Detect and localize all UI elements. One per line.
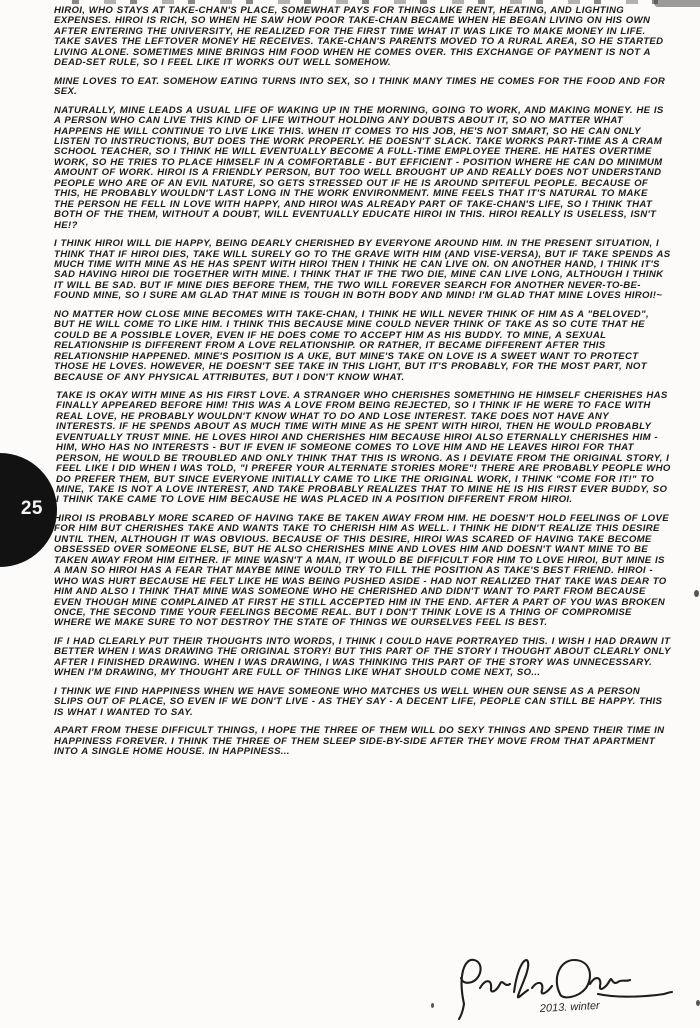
scan-speck: [696, 1000, 700, 1006]
scan-speck: [431, 1003, 434, 1008]
signature-date: 2013. winter: [539, 999, 601, 1015]
afterword-paragraph-9: I THINK WE FIND HAPPINESS WHEN WE HAVE SOMEONE WHO MATCHES US WELL WHEN OUR SENSE AS A PERSON SLIPS OUT OF PLACE, SO EVEN IF WE DON'T LIVE - AS THEY SAY - A DECENT LIFE, PEOPLE CAN STILL BE HAPPY. THIS IS WHAT I WANTED TO SAY.: [54, 685, 663, 718]
signature: [448, 948, 678, 1023]
afterword-paragraph-2: MINE LOVES TO EAT. SOMEHOW EATING TURNS INTO SEX, SO I THINK MANY TIMES HE COMES FOR THE FOOD AND FOR SEX.: [54, 75, 666, 98]
scan-artifact-top-edge: [58, 0, 658, 4]
page-number: 25: [20, 498, 43, 520]
afterword-paragraph-5: NO MATTER HOW CLOSE MINE BECOMES WITH TAKE-CHAN, I THINK HE WILL NEVER THINK OF HIM AS A "BELOVED", BUT HE WILL COME TO LIKE HIM. I THINK THIS BECAUSE MINE COULD NEVER THINK OF TAKE AS SO CUTE THAT HE COULD BE A POSSIBLE LOVER, EVEN IF HE DOES COME TO ACCEPT HIM AS HIS BUDDY. TO MINE, A SEXUAL RELATIONSHIP IS DIFFERENT FROM A LOVE RELATIONSHIP. OR RATHER, IT BECAME DIFFERENT AFTER THIS RELATIONSHIP HAPPENED. MINE'S POSITION IS A UKE, BUT MINE'S TAKE ON LOVE IS A SWEET WANT TO PROTECT THOSE HE LOVES. HOWEVER, HE DOESN'T SEE TAKE IN THIS LIGHT, BUT IT'S PROBABLY, FOR THE MOST PART, NOT BECAUSE OF ANY PHYSICAL ATTRIBUTES, BUT I DON'T KNOW WHAT.: [54, 308, 649, 383]
afterword-text-column: [54, 6, 671, 765]
afterword-paragraph-8: IF I HAD CLEARLY PUT THEIR THOUGHTS INTO WORDS, I THINK I COULD HAVE PORTRAYED THIS. I WISH I HAD DRAWN IT BETTER WHEN I WAS DRAWING THE ORIGINAL STORY! BUT THIS PART OF THE STORY I THOUGHT ABOUT CLEARLY ONLY AFTER I FINISHED DRAWING. WHEN I WAS DRAWING, I WAS THINKING THIS PART OF THE STORY WAS UNNECESSARY. WHEN I'M DRAWING, MY THOUGHT ARE FULL OF THINGS LIKE WHAT SHOULD COME NEXT, SO...: [54, 635, 671, 679]
afterword-paragraph-10: APART FROM THESE DIFFICULT THINGS, I HOPE THE THREE OF THEM WILL DO SEXY THINGS AND SPEND THEIR TIME IN HAPPINESS FOREVER. I THINK THE THREE OF THEM SLEEP SIDE-BY-SIDE AFTER THEY MOVE FROM THAT APARTMENT INTO A SINGLE HOME HOUSE. IN HAPPINESS...: [54, 725, 665, 757]
signature-scrawl: [448, 948, 678, 1023]
afterword-paragraph-1: HIROI, WHO STAYS AT TAKE-CHAN'S PLACE, SOMEWHAT PAYS FOR THINGS LIKE RENT, HEATING, AND LIGHTING EXPENSES. HIROI IS RICH, SO WHEN HE SAW HOW POOR TAKE-CHAN BECAME WHEN HE BEGAN LIVING ON HIS OWN AFTER ENTERING THE UNIVERSITY, HE REALIZED FOR THE FIRST TIME WHAT IT WAS LIKE TO MAKE MONEY IN LIFE. TAKE SAVES THE LEFTOVER MONEY HE RECEIVES. TAKE-CHAN'S PARENTS MOVED TO A RURAL AREA, SO HE STARTED LIVING ALONE. SOMETIMES MINE BRINGS HIM FOOD WHEN HE COMES OVER. THIS EXCHANGE OF PAYMENT IS NOT A DEAD-SET RULE, SO I FEEL LIKE IT WORKS OUT WELL SOMEHOW.: [54, 5, 664, 69]
page-number-circle: [0, 453, 57, 567]
afterword-paragraph-3: NATURALLY, MINE LEADS A USUAL LIFE OF WAKING UP IN THE MORNING, GOING TO WORK, AND MAKING MONEY. HE IS A PERSON WHO CAN LIVE THIS KIND OF LIFE WITHOUT HOLDING ANY DOUBTS ABOUT IT, SO NO MATTER WHAT HAPPENS HE WILL CONTINUE TO LIVE LIKE THIS. WHEN IT COMES TO HIS JOB, HE'S NOT SMART, SO HE CAN ONLY LISTEN TO INSTRUCTIONS, BUT DOES THE WORK PROPERLY. HE DOESN'T SLACK. TAKE WORKS PART-TIME AS A CRAM SCHOOL TEACHER, SO I THINK HE WILL EVENTUALLY BECOME A FULL-TIME EMPLOYEE THERE. HE HATES OVERTIME WORK, SO HE TRIES TO PLACE HIMSELF IN A COMFORTABLE - BUT EFFICIENT - POSITION WHERE HE CAN DO MINIMUM AMOUNT OF WORK. HIROI IS A FRIENDLY PERSON, BUT TOO WELL BROUGHT UP AND REALLY DOES NOT UNDERSTAND PEOPLE WHO ARE OF AN EVIL NATURE, SO GETS STRESSED OUT IF HE IS AROUND SPITEFUL PEOPLE. BECAUSE OF THIS, HE PROBABLY WOULDN'T LAST LONG IN THE WORK ENVIRONMENT. MINE FEELS THAT IT'S NATURAL TO MAKE THE PERSON HE FELL IN LOVE WITH HAPPY, AND HIROI WAS ALREADY PART OF TAKE-CHAN'S LIFE, SO I THINK THAT BOTH OF THE THEM, WITHOUT A DOUBT, WILL EVENTUALLY EDUCATE HIROI IN THIS. HIROI REALLY IS USELESS, ISN'T HE!?: [54, 104, 664, 231]
afterword-paragraph-4: I THINK HIROI WILL DIE HAPPY, BEING DEARLY CHERISHED BY EVERYONE AROUND HIM. IN THE PRESENT SITUATION, I THINK THAT IF HIROI DIES, TAKE WILL SURELY GO TO THE GRAVE WITH HIM (AND VISE-VERSA), BUT IF TAKE SPENDS AS MUCH TIME WITH MINE AS HE HAS SPENT WITH HIROI THEN I THINK HE CAN LIVE ON. ON ANOTHER HAND, I THINK IT'S SAD HAVING HIROI DIE TOGETHER WITH MINE. I THINK THAT IF THE TWO DIE, MINE CAN LIVE LONG, ALTHOUGH I THINK IT WILL BE SAD. BUT IF MINE DIES BEFORE THEM, THE TWO WILL FOREVER SEARCH FOR ANOTHER NEVER-TO-BE-FOUND MINE, SO I SURE AM GLAD THAT MINE IS TOUGH IN BOTH BODY AND MIND! I'M GLAD THAT MINE LOVES HIROI!~: [54, 238, 671, 302]
scan-speck: [694, 590, 699, 597]
afterword-paragraph-7: HIROI IS PROBABLY MORE SCARED OF HAVING TAKE BE TAKEN AWAY FROM HIM. HE DOESN'T HOLD FEELINGS OF LOVE FOR HIM BUT CHERISHES TAKE AND WANTS TAKE TO CHERISH HIM AS WELL. I THINK HE DIDN'T REALIZE THIS DESIRE UNTIL THEN, ALTHOUGH IT WAS OBVIOUS. BECAUSE OF THIS DESIRE, HIROI WAS SCARED OF HAVING TAKE BECOME OBSESSED OVER SOMEONE ELSE, BUT HE ALSO CHERISHES MINE AND LOVES HIM AND DOESN'T WANT MINE TO BE TAKEN AWAY FROM HIM EITHER. IF MINE WASN'T A MAN, IT WOULD BE DIFFICULT FOR HIM TO LOVE HIROI, BUT MINE IS A MAN SO HIROI HAS A FEAR THAT MAYBE MINE WOULD TRY TO FILL THE POSITION AS TAKE'S BEST FRIEND. HIROI - WHO WAS HURT BECAUSE HE FELT LIKE HE WAS BEING PUSHED ASIDE - HAD NOT REALIZED THAT TAKE WAS DEAR TO HIM AND ALSO I THINK THAT MINE WAS SOMEONE WHO HE CHERISHED AND DIDN'T WANT TO PART FROM BECAUSE EVEN THOUGH MINE COMPLAINED AT FIRST HE STILL ACCEPTED HIM IN THE END. AFTER A PART OF YOU WAS BROKEN ONCE, THE SECOND TIME YOUR FEELINGS BECOME REAL. BUT I DON'T THINK LOVE IS A THING OF COMPROMISE WHERE WE MAKE SURE TO NOT DESTROY THE STATE OF THINGS WE OURSELVES FEEL IS BEST.: [54, 512, 669, 629]
afterword-paragraph-6: TAKE IS OKAY WITH MINE AS HIS FIRST LOVE. A STRANGER WHO CHERISHES SOMETHING HE HIMSELF CHERISHES HAS FINALLY APPEARED BEFORE HIM! THIS WAS A LOVE FROM BEING REJECTED, SO I THINK IF HE WERE TO FACE WITH REAL LOVE, HE PROBABLY WOULDN'T KNOW WHAT TO DO AND LOSE INTEREST. TAKE DOES NOT HAVE ANY INTERESTS. IF HE SPENDS ABOUT AS MUCH TIME WITH MINE AS HE SPENT WITH HIROI, THEN HE WOULD PROBABLY EVENTUALLY TRUST MINE. HE LOVES HIROI AND CHERISHES HIM BECAUSE HIROI ALSO ETERNALLY CHERISHES HIM - HIM, WHO HAS NO INTERESTS - BUT IF EVEN IF SOMEONE COMES TO LOVE HIM AND HE LEAVES HIROI FOR THAT PERSON, HE WOULD BE TROUBLED AND ONLY THINK THAT THIS IS WRONG. AS I DEVIATE FROM THE ORIGINAL STORY, I FEEL LIKE I DID WHEN I WAS TOLD, "I PREFER YOUR ALTERNATE STORIES MORE"! THERE ARE PROBABLY PEOPLE WHO DO PREFER THEM, BUT SINCE EVERYONE INITIALLY CAME TO LIKE THE ORIGINAL WORK, I THINK "COME FOR IT!" TO MINE, TAKE IS NOT A LOVE INTEREST, AND TAKE PROBABLY REALIZES THAT TO MINE HE IS HIS FIRST EVER BUDDY, SO I THINK TAKE CAME TO LOVE HIM BECAUSE HE WAS PLACED IN A POSITION DIFFERENT FROM HIROI.: [56, 389, 671, 506]
